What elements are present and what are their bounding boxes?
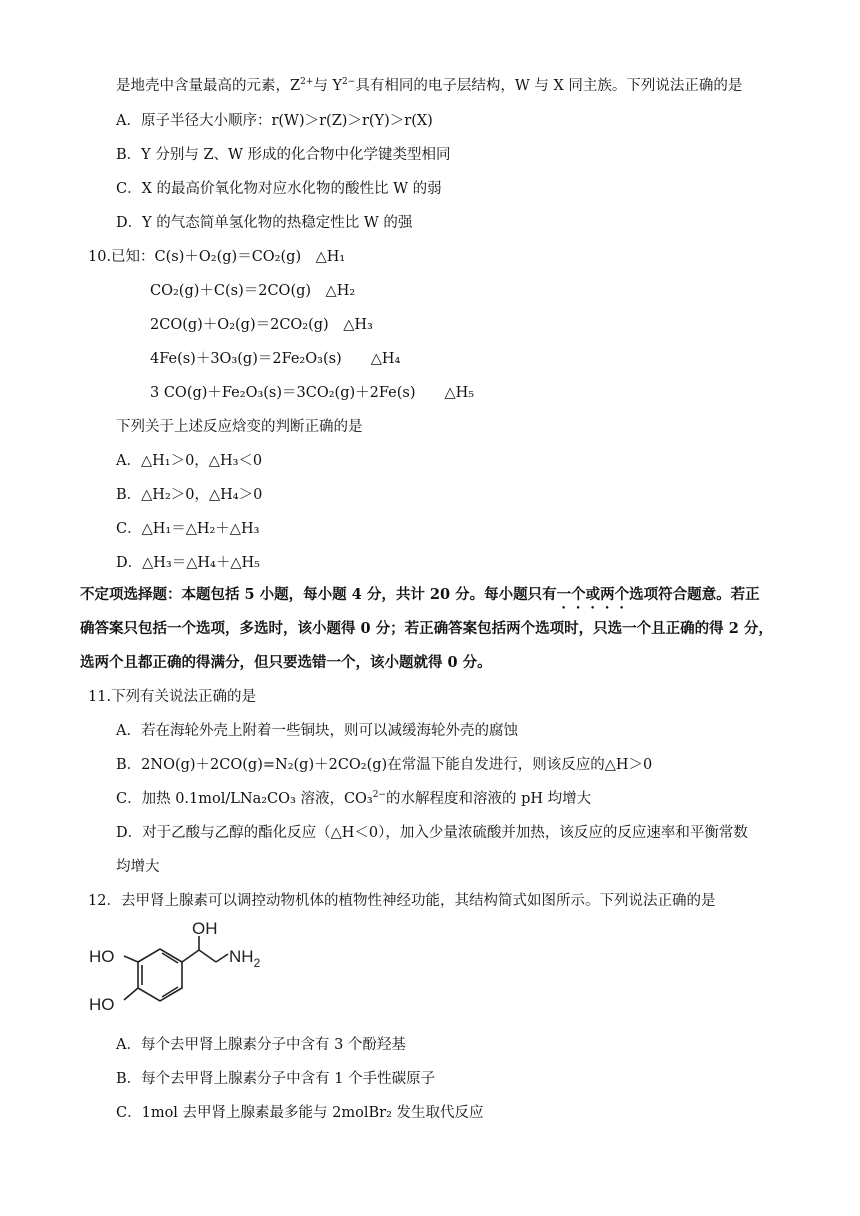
q10-reaction-2: CO₂(g)＋C(s)＝2CO(g) △H₂: [150, 283, 356, 299]
phenol-hydroxyl-label-1: HO: [89, 947, 115, 966]
q10-reaction-1: 10.已知：C(s)＋O₂(g)＝CO₂(g) △H₁: [88, 249, 346, 265]
q9-option-d: D．Y 的气态简单氢化物的热稳定性比 W 的强: [116, 215, 413, 231]
section-instruction-line-2: 确答案只包括一个选项，多选时，该小题得 0 分；若正确答案包括两个选项时，只选一个且正确的得 2 分，: [80, 620, 773, 637]
benzene-ring: [138, 949, 182, 1001]
amine-label: $NH_2$: [229, 947, 261, 970]
side-chain-bonds: [124, 936, 228, 1000]
q11-option-d-line-2: 均增大: [116, 859, 160, 875]
norepinephrine-structure-diagram: [82, 922, 282, 1022]
q11-option-c: C．加热 0.1mol/LNa₂CO₃ 溶液，CO₃$^{2-}$的水解程度和溶液的 pH 均增大: [116, 790, 592, 807]
q10-reaction-4: 4Fe(s)＋3O₃(g)＝2Fe₂O₃(s) △H₄: [150, 351, 401, 367]
q11-option-d-line-1: D．对于乙酸与乙醇的酯化反应（△H＜0），加入少量浓硫酸并加热，该反应的反应速率和平衡常数: [116, 825, 748, 841]
q11-option-a: A．若在海轮外壳上附着一些铜块，则可以减缓海轮外壳的腐蚀: [116, 723, 518, 739]
q9-stem: 是地壳中含量最高的元素，$Z^{2+}$与 $Y^{2-}$具有相同的电子层结构，W 与 X 同主族。下列说法正确的是: [116, 77, 743, 94]
q11-stem: 11.下列有关说法正确的是: [88, 689, 257, 705]
section-instruction-line-1: 不定项选择题：本题包括 5 小题，每小题 4 分，共计 20 分。每小题只有一个或两个选项符合题意。若正: [80, 586, 760, 603]
q9-option-c: C．X 的最高价氧化物对应水化物的酸性比 W 的弱: [116, 181, 442, 197]
q9-option-b: B．Y 分别与 Z、W 形成的化合物中化学键类型相同: [116, 147, 451, 163]
phenol-hydroxyl-label-2: HO: [89, 995, 115, 1014]
q10-stem: 下列关于上述反应焓变的判断正确的是: [116, 419, 363, 435]
hydroxyl-label: OH: [192, 922, 218, 938]
q10-option-d: D．△H₃＝△H₄＋△H₅: [116, 555, 260, 571]
q11-option-b: B．2NO(g)＋2CO(g)=N₂(g)＋2CO₂(g)在常温下能自发进行，则该反应的△H＞0: [116, 757, 653, 773]
q12-option-a: A．每个去甲肾上腺素分子中含有 3 个酚羟基: [116, 1037, 406, 1053]
q12-option-c: C．1mol 去甲肾上腺素最多能与 2molBr₂ 发生取代反应: [116, 1105, 484, 1121]
q9-option-a: A．原子半径大小顺序：r(W)＞r(Z)＞r(Y)＞r(X): [116, 113, 433, 129]
q10-reaction-3: 2CO(g)＋O₂(g)＝2CO₂(g) △H₃: [150, 317, 373, 333]
q10-reaction-5: 3 CO(g)＋Fe₂O₃(s)＝3CO₂(g)＋2Fe(s) △H₅: [150, 385, 475, 401]
q10-option-a: A．△H₁＞0，△H₃＜0: [116, 453, 263, 469]
q10-option-b: B．△H₂＞0，△H₄＞0: [116, 487, 263, 503]
section-instruction-line-3: 选两个且都正确的得满分，但只要选错一个，该小题就得 0 分。: [80, 654, 492, 671]
q10-option-c: C．△H₁＝△H₂＋△H₃: [116, 521, 260, 537]
q12-stem: 12．去甲肾上腺素可以调控动物机体的植物性神经功能，其结构简式如图所示。下列说法正确的是: [88, 893, 716, 909]
q12-option-b: B．每个去甲肾上腺素分子中含有 1 个手性碳原子: [116, 1071, 436, 1087]
